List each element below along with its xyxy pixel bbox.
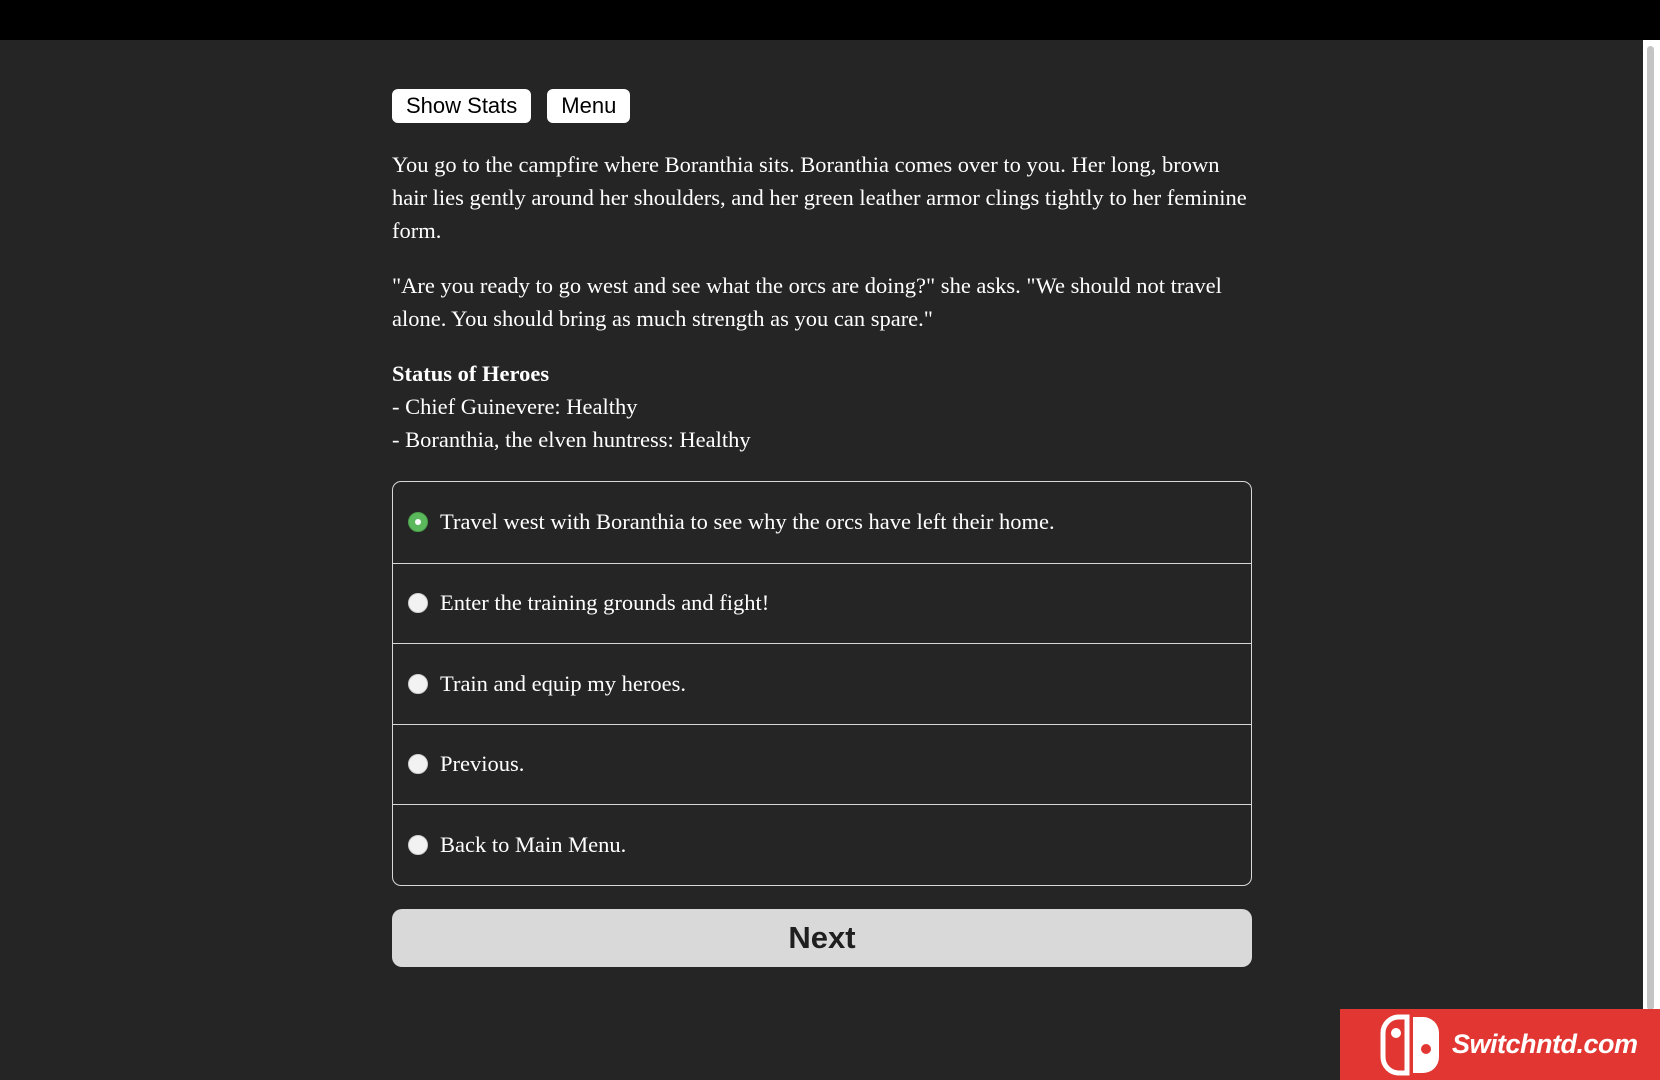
scrollbar-thumb[interactable]	[1647, 46, 1654, 1010]
story-paragraph: "Are you ready to go west and see what the orcs are doing?" she asks. "We should not travel alone. You should bring as much strength as you can spare."	[392, 273, 1222, 331]
status-heading: Status of Heroes	[392, 361, 550, 386]
choice-label: Back to Main Menu.	[440, 831, 627, 857]
choice-list	[392, 481, 1252, 886]
vertical-scrollbar[interactable]	[1643, 40, 1660, 1080]
watermark-banner	[1340, 1009, 1660, 1080]
status-line: - Chief Guinevere: Healthy	[392, 394, 638, 419]
choice-label: Enter the training grounds and fight!	[440, 590, 770, 616]
next-button[interactable]: Next	[392, 909, 1252, 967]
choice-option[interactable]	[393, 563, 1251, 644]
radio-button[interactable]	[408, 754, 428, 774]
switch-logo-icon	[1379, 1013, 1443, 1077]
menu-button[interactable]: Menu	[547, 89, 630, 123]
radio-button[interactable]	[408, 593, 428, 613]
watermark-text: Switchntd.com	[1452, 1029, 1638, 1059]
radio-button[interactable]	[408, 835, 428, 855]
game-content	[392, 89, 1252, 967]
story-paragraph: You go to the campfire where Boranthia sits. Boranthia comes over to you. Her long, brown hair lies gently around her shoulders, and her green leather armor clings tightly to her feminine form.	[392, 152, 1247, 243]
choice-label: Train and equip my heroes.	[440, 670, 687, 696]
browser-top-bar	[0, 0, 1660, 40]
choice-option[interactable]	[393, 804, 1251, 885]
choice-option[interactable]	[393, 724, 1251, 805]
top-toolbar	[392, 89, 1252, 123]
choice-option[interactable]	[393, 643, 1251, 724]
status-line: - Boranthia, the elven huntress: Healthy	[392, 427, 751, 452]
choice-option[interactable]	[393, 482, 1251, 563]
story-text	[392, 148, 1252, 335]
radio-button[interactable]	[408, 674, 428, 694]
show-stats-button[interactable]: Show Stats	[392, 89, 531, 123]
choice-label: Travel west with Boranthia to see why the orcs have left their home.	[440, 509, 1055, 535]
choice-label: Previous.	[440, 751, 525, 777]
radio-button-selected[interactable]	[408, 512, 428, 532]
